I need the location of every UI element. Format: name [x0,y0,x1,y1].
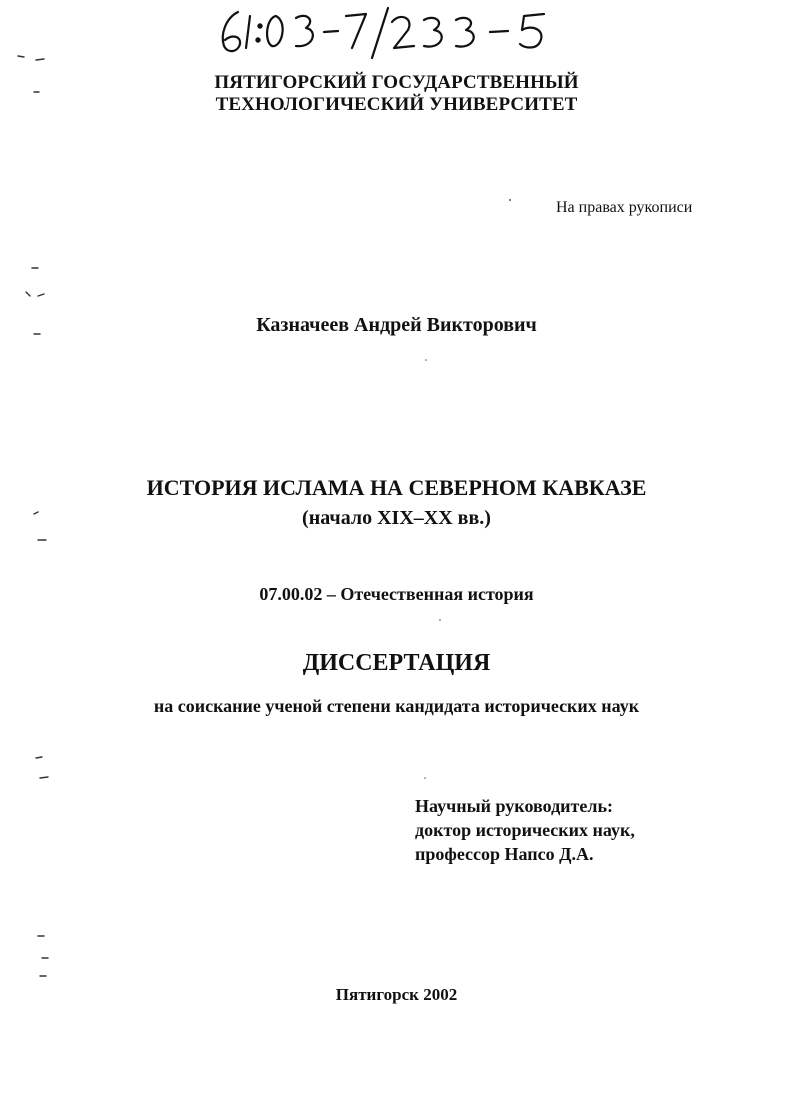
supervisor-degree: доктор исторических наук, [415,820,635,840]
supervisor-label: Научный руководитель: [415,796,613,816]
supervisor-name: профессор Напсо Д.А. [415,844,594,864]
city-and-year: Пятигорск 2002 [335,985,458,1004]
handwritten-archive-number [210,2,590,62]
university-name [0,72,793,116]
document-type-heading: ДИССЕРТАЦИЯ [302,650,491,676]
manuscript-rights-note: На правах рукописи [556,199,693,216]
degree-statement: на соискание ученой степени кандидата исторических наук [153,696,640,716]
specialty-code: 07.00.02 – Отечественная история [259,584,534,604]
dissertation-title: ИСТОРИЯ ИСЛАМА НА СЕВЕРНОМ КАВКАЗЕ [146,475,647,500]
university-line-2: ТЕХНОЛОГИЧЕСКИЙ УНИВЕРСИТЕТ [215,94,578,115]
author-name: Казначеев Андрей Викторович [256,314,537,336]
supervisor-block [415,794,635,866]
university-line-1: ПЯТИГОРСКИЙ ГОСУДАРСТВЕННЫЙ [214,72,579,93]
dissertation-subtitle: (начало XIX–XX вв.) [302,507,491,529]
